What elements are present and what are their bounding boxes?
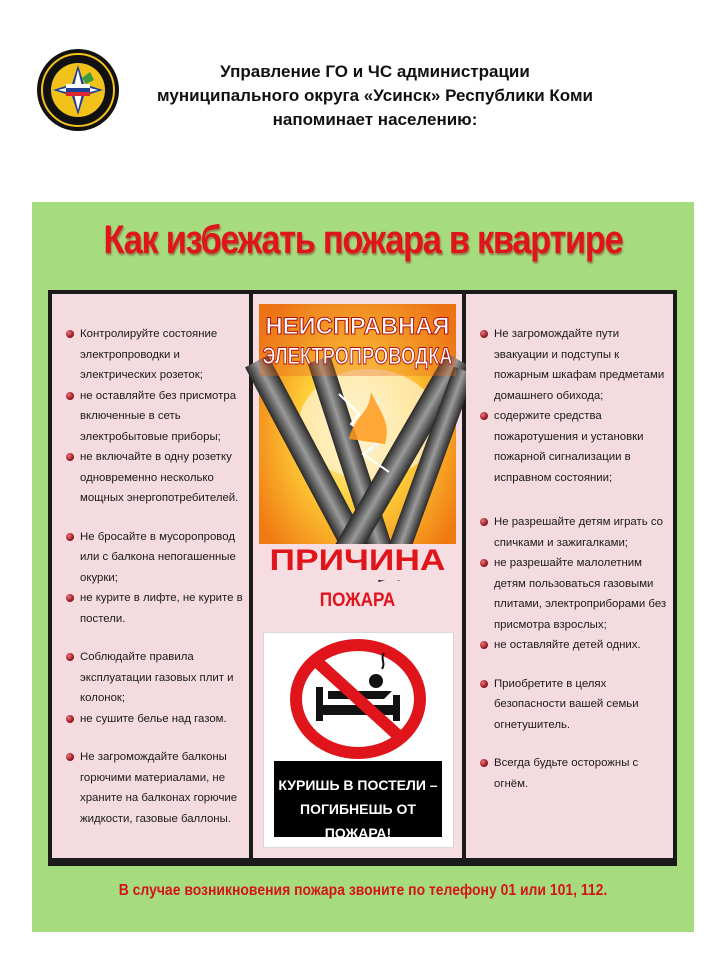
poster-panel — [48, 290, 677, 866]
hazard-title-top: НЕИСПРАВНАЯ — [265, 313, 450, 340]
emblem-icon — [36, 48, 120, 132]
header-line-2: муниципального округа «Усинск» Республики Коми — [157, 86, 593, 105]
list-item: не включайте в одну розетку одновременно несколько мощных энергопотребителей. — [66, 447, 243, 509]
faulty-wiring-illustration — [259, 304, 456, 580]
list-item: Не разрешайте детям играть со спичками и зажигалками; — [480, 512, 667, 553]
no-smoking-sign — [263, 632, 454, 848]
list-item: Всегда будьте осторожны с огнём. — [480, 753, 667, 794]
no-smoking-caption-line-1: КУРИШЬ В ПОСТЕЛИ – — [278, 777, 438, 793]
fire-safety-poster — [32, 202, 694, 932]
header-line-1: Управление ГО и ЧС администрации — [220, 62, 530, 81]
list-item: Не загромождайте пути эвакуации и подступы к пожарным шкафам предметами домашнего обихода; — [480, 324, 667, 406]
header — [120, 60, 630, 132]
list-item: Приобретите в целях безопасности вашей семьи огнетушитель. — [480, 674, 667, 736]
list-item: содержите средства пожаротушения и установки пожарной сигнализации в исправном состоянии; — [480, 406, 667, 488]
list-item: не разрешайте малолетним детям пользоваться газовыми плитами, электроприборами без присмотра взрослых; — [480, 553, 667, 635]
poster-title: Как избежать пожара в квартире — [103, 218, 623, 262]
left-column — [52, 294, 249, 858]
right-list — [466, 294, 673, 794]
list-item: Соблюдайте правила эксплуатации газовых плит и колонок; — [66, 647, 243, 709]
no-smoking-caption — [274, 761, 442, 841]
right-column — [466, 294, 673, 858]
no-smoking-in-bed-icon — [288, 639, 428, 759]
hazard-title-bottom: ПРИЧИНА — [269, 544, 446, 577]
list-item: не курите в лифте, не курите в постели. — [66, 588, 243, 629]
list-item: Не бросайте в мусоропровод или с балкона непогашенные окурки; — [66, 527, 243, 589]
emergency-phone-footer: В случае возникновения пожара звоните по телефону 01 или 101, 112. — [118, 882, 608, 899]
list-item: не оставляйте без присмотра включенные в сеть электробытовые приборы; — [66, 386, 243, 448]
list-item: Контролируйте состояние электропроводки и электрических розеток; — [66, 324, 243, 386]
list-item: Не загромождайте балконы горючими материалами, не храните на балконах горючие жидкости, газовые баллоны. — [66, 747, 243, 829]
hazard-caption: ПОЖАРА — [319, 590, 396, 611]
middle-column — [253, 294, 462, 858]
list-item: не оставляйте детей одних. — [480, 635, 667, 656]
left-list — [52, 294, 249, 829]
hazard-title-mid: ЭЛЕКТРОПРОВОДКА — [262, 343, 453, 370]
no-smoking-caption-line-2: ПОГИБНЕШЬ ОТ ПОЖАРА! — [300, 801, 416, 841]
list-item: не сушите белье над газом. — [66, 709, 243, 730]
header-line-3: напоминает населению: — [272, 110, 478, 129]
